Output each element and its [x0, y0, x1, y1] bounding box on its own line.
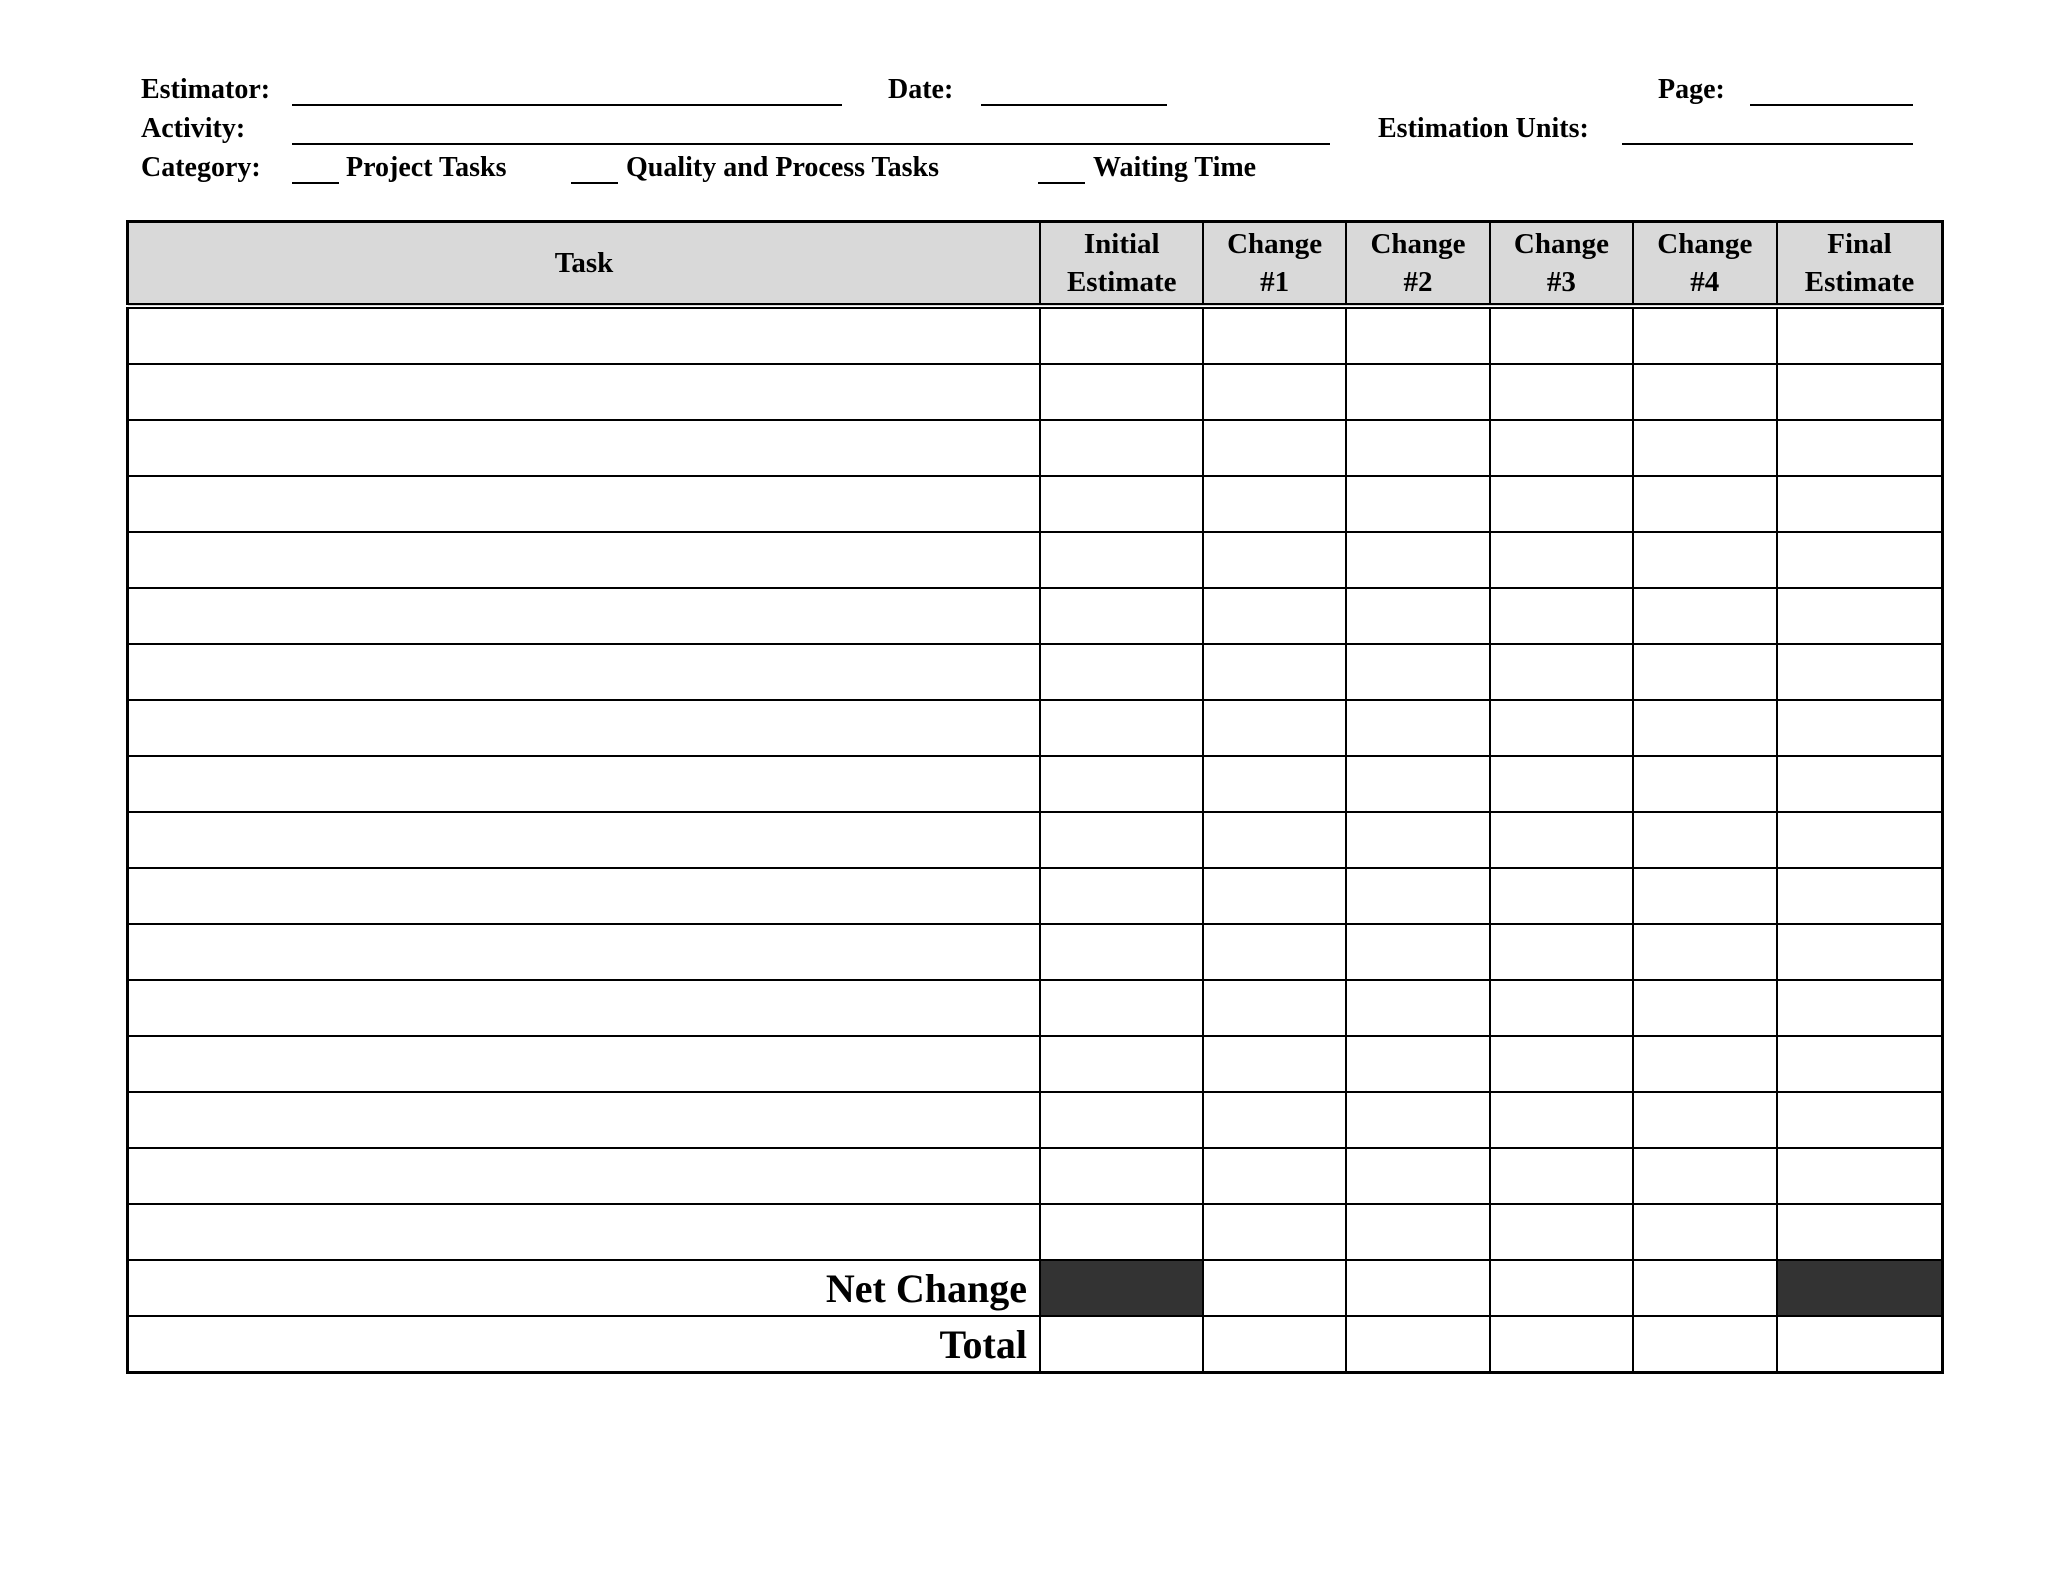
estimate-cell[interactable] — [1346, 306, 1490, 364]
estimate-cell[interactable] — [1346, 476, 1490, 532]
estimate-cell[interactable] — [1346, 588, 1490, 644]
estimate-cell[interactable] — [1490, 812, 1632, 868]
task-cell[interactable] — [128, 756, 1041, 812]
total-cell[interactable] — [1346, 1316, 1490, 1373]
table-row — [128, 868, 1943, 924]
estimate-cell[interactable] — [1777, 812, 1943, 868]
estimate-table — [126, 220, 1944, 1374]
estimate-cell[interactable] — [1633, 476, 1777, 532]
estimate-cell[interactable] — [1040, 588, 1203, 644]
estimate-cell[interactable] — [1633, 420, 1777, 476]
estimate-cell[interactable] — [1777, 756, 1943, 812]
estimate-cell[interactable] — [1040, 420, 1203, 476]
estimate-cell[interactable] — [1777, 644, 1943, 700]
estimate-cell[interactable] — [1040, 1036, 1203, 1092]
estimate-cell[interactable] — [1633, 1148, 1777, 1204]
category-project-tasks-label: Project Tasks — [346, 152, 507, 183]
category-waiting-time-checkbox[interactable] — [1038, 182, 1085, 184]
category-quality-process-checkbox[interactable] — [571, 182, 618, 184]
net-change-cell[interactable] — [1633, 1260, 1777, 1316]
estimate-cell[interactable] — [1633, 306, 1777, 364]
table-row — [128, 924, 1943, 980]
estimate-cell[interactable] — [1203, 588, 1345, 644]
column-header-initial-estimate: Initial Estimate — [1040, 222, 1203, 307]
table-row — [128, 1092, 1943, 1148]
task-cell[interactable] — [128, 588, 1041, 644]
estimate-cell[interactable] — [1203, 644, 1345, 700]
task-cell[interactable] — [128, 812, 1041, 868]
task-cell[interactable] — [128, 364, 1041, 420]
estimate-cell[interactable] — [1346, 756, 1490, 812]
estimate-cell[interactable] — [1346, 364, 1490, 420]
estimation-units-label: Estimation Units: — [1378, 113, 1589, 144]
table-row — [128, 532, 1943, 588]
estimate-cell[interactable] — [1203, 1148, 1345, 1204]
estimate-cell[interactable] — [1490, 306, 1632, 364]
total-cell[interactable] — [1633, 1316, 1777, 1373]
estimate-cell[interactable] — [1040, 700, 1203, 756]
estimate-cell[interactable] — [1490, 924, 1632, 980]
estimate-cell[interactable] — [1203, 532, 1345, 588]
estimate-cell[interactable] — [1346, 868, 1490, 924]
table-row — [128, 1204, 1943, 1260]
estimate-cell[interactable] — [1203, 476, 1345, 532]
estimate-cell[interactable] — [1633, 364, 1777, 420]
table-row — [128, 700, 1943, 756]
table-row — [128, 812, 1943, 868]
estimate-cell[interactable] — [1040, 644, 1203, 700]
task-cell[interactable] — [128, 420, 1041, 476]
table-row — [128, 1148, 1943, 1204]
estimate-cell[interactable] — [1346, 1204, 1490, 1260]
estimate-cell[interactable] — [1777, 588, 1943, 644]
table-row — [128, 756, 1943, 812]
column-header-change-3: Change #3 — [1490, 222, 1632, 307]
estimate-cell[interactable] — [1346, 1148, 1490, 1204]
estimate-cell[interactable] — [1633, 868, 1777, 924]
estimate-cell[interactable] — [1490, 1036, 1632, 1092]
estimate-cell[interactable] — [1346, 1092, 1490, 1148]
task-cell[interactable] — [128, 1204, 1041, 1260]
estimator-field[interactable] — [292, 104, 842, 106]
estimate-cell[interactable] — [1633, 812, 1777, 868]
estimate-cell[interactable] — [1040, 476, 1203, 532]
net-change-cell[interactable] — [1203, 1260, 1345, 1316]
estimate-cell[interactable] — [1777, 924, 1943, 980]
category-quality-process-label: Quality and Process Tasks — [626, 152, 940, 183]
category-project-tasks-checkbox[interactable] — [292, 182, 339, 184]
estimate-cell[interactable] — [1490, 364, 1632, 420]
estimate-cell[interactable] — [1346, 700, 1490, 756]
task-cell[interactable] — [128, 700, 1041, 756]
estimate-cell[interactable] — [1777, 364, 1943, 420]
estimate-cell[interactable] — [1203, 924, 1345, 980]
estimate-cell[interactable] — [1040, 1092, 1203, 1148]
column-header-task: Task — [128, 222, 1041, 307]
estimate-cell[interactable] — [1490, 700, 1632, 756]
net-change-label: Net Change — [128, 1260, 1041, 1316]
estimate-cell[interactable] — [1633, 756, 1777, 812]
table-row — [128, 306, 1943, 364]
task-cell[interactable] — [128, 532, 1041, 588]
total-cell[interactable] — [1040, 1316, 1203, 1373]
task-cell[interactable] — [128, 980, 1041, 1036]
estimate-cell[interactable] — [1040, 1204, 1203, 1260]
estimate-cell[interactable] — [1490, 476, 1632, 532]
table-row — [128, 644, 1943, 700]
estimate-cell[interactable] — [1490, 1204, 1632, 1260]
date-label: Date: — [888, 74, 954, 105]
table-row — [128, 588, 1943, 644]
estimate-cell[interactable] — [1490, 868, 1632, 924]
estimate-cell[interactable] — [1203, 1036, 1345, 1092]
activity-field[interactable] — [292, 143, 1330, 145]
estimator-label: Estimator: — [141, 74, 271, 105]
estimate-cell[interactable] — [1346, 924, 1490, 980]
estimate-cell[interactable] — [1633, 700, 1777, 756]
estimate-cell[interactable] — [1040, 868, 1203, 924]
estimate-cell[interactable] — [1490, 756, 1632, 812]
task-cell[interactable] — [128, 1092, 1041, 1148]
category-waiting-time-label: Waiting Time — [1093, 152, 1257, 183]
total-label: Total — [128, 1316, 1041, 1373]
table-row — [128, 364, 1943, 420]
estimate-cell[interactable] — [1490, 588, 1632, 644]
estimate-cell[interactable] — [1777, 476, 1943, 532]
activity-label: Activity: — [141, 113, 246, 144]
estimate-cell[interactable] — [1490, 1148, 1632, 1204]
estimate-cell[interactable] — [1777, 532, 1943, 588]
estimate-cell[interactable] — [1040, 756, 1203, 812]
estimate-cell[interactable] — [1203, 980, 1345, 1036]
estimate-cell[interactable] — [1203, 1204, 1345, 1260]
estimate-cell[interactable] — [1203, 868, 1345, 924]
estimate-cell[interactable] — [1040, 364, 1203, 420]
task-cell[interactable] — [128, 476, 1041, 532]
table-row — [128, 1036, 1943, 1092]
estimate-cell[interactable] — [1490, 532, 1632, 588]
net-change-final-cell-shaded — [1777, 1260, 1943, 1316]
estimate-cell[interactable] — [1633, 1092, 1777, 1148]
total-cell[interactable] — [1777, 1316, 1943, 1373]
task-cell[interactable] — [128, 306, 1041, 364]
estimate-cell[interactable] — [1777, 1092, 1943, 1148]
task-cell[interactable] — [128, 1036, 1041, 1092]
estimation-units-field[interactable] — [1622, 143, 1913, 145]
column-header-change-2: Change #2 — [1346, 222, 1490, 307]
estimate-cell[interactable] — [1777, 306, 1943, 364]
estimate-cell[interactable] — [1346, 1036, 1490, 1092]
table-row — [128, 420, 1943, 476]
column-header-final-estimate: Final Estimate — [1777, 222, 1943, 307]
estimate-cell[interactable] — [1777, 1148, 1943, 1204]
estimate-cell[interactable] — [1203, 306, 1345, 364]
estimate-cell[interactable] — [1346, 420, 1490, 476]
estimate-cell[interactable] — [1203, 700, 1345, 756]
estimate-cell[interactable] — [1633, 644, 1777, 700]
page-field[interactable] — [1750, 104, 1913, 106]
estimate-cell[interactable] — [1777, 980, 1943, 1036]
estimate-cell[interactable] — [1203, 812, 1345, 868]
column-header-change-1: Change #1 — [1203, 222, 1345, 307]
task-cell[interactable] — [128, 924, 1041, 980]
net-change-cell[interactable] — [1490, 1260, 1632, 1316]
estimate-cell[interactable] — [1346, 532, 1490, 588]
task-cell[interactable] — [128, 644, 1041, 700]
estimate-cell[interactable] — [1040, 980, 1203, 1036]
estimate-cell[interactable] — [1040, 532, 1203, 588]
estimate-cell[interactable] — [1490, 1092, 1632, 1148]
table-row — [128, 980, 1943, 1036]
estimate-cell[interactable] — [1203, 364, 1345, 420]
estimate-cell[interactable] — [1633, 532, 1777, 588]
estimate-cell[interactable] — [1633, 980, 1777, 1036]
estimate-cell[interactable] — [1633, 924, 1777, 980]
estimate-cell[interactable] — [1203, 420, 1345, 476]
task-cell[interactable] — [128, 868, 1041, 924]
estimate-cell[interactable] — [1633, 1036, 1777, 1092]
estimate-cell[interactable] — [1346, 812, 1490, 868]
total-cell[interactable] — [1203, 1316, 1345, 1373]
estimate-cell[interactable] — [1490, 980, 1632, 1036]
table-header-row — [128, 222, 1943, 307]
net-change-row — [128, 1260, 1943, 1316]
estimate-cell[interactable] — [1633, 588, 1777, 644]
category-label: Category: — [141, 152, 261, 183]
estimate-cell[interactable] — [1490, 644, 1632, 700]
net-change-initial-cell-shaded — [1040, 1260, 1203, 1316]
estimate-cell[interactable] — [1490, 420, 1632, 476]
estimate-cell[interactable] — [1040, 924, 1203, 980]
estimate-cell[interactable] — [1346, 644, 1490, 700]
estimate-cell[interactable] — [1040, 306, 1203, 364]
total-row — [128, 1316, 1943, 1373]
total-cell[interactable] — [1490, 1316, 1632, 1373]
estimate-cell[interactable] — [1777, 1204, 1943, 1260]
estimate-cell[interactable] — [1040, 812, 1203, 868]
page-label: Page: — [1658, 74, 1725, 105]
estimate-cell[interactable] — [1777, 1036, 1943, 1092]
estimate-cell[interactable] — [1203, 756, 1345, 812]
estimate-cell[interactable] — [1777, 420, 1943, 476]
estimate-cell[interactable] — [1040, 1148, 1203, 1204]
task-cell[interactable] — [128, 1148, 1041, 1204]
estimate-cell[interactable] — [1777, 868, 1943, 924]
estimate-cell[interactable] — [1203, 1092, 1345, 1148]
estimate-cell[interactable] — [1777, 700, 1943, 756]
column-header-change-4: Change #4 — [1633, 222, 1777, 307]
estimate-cell[interactable] — [1633, 1204, 1777, 1260]
estimate-cell[interactable] — [1346, 980, 1490, 1036]
table-row — [128, 476, 1943, 532]
date-field[interactable] — [981, 104, 1167, 106]
net-change-cell[interactable] — [1346, 1260, 1490, 1316]
